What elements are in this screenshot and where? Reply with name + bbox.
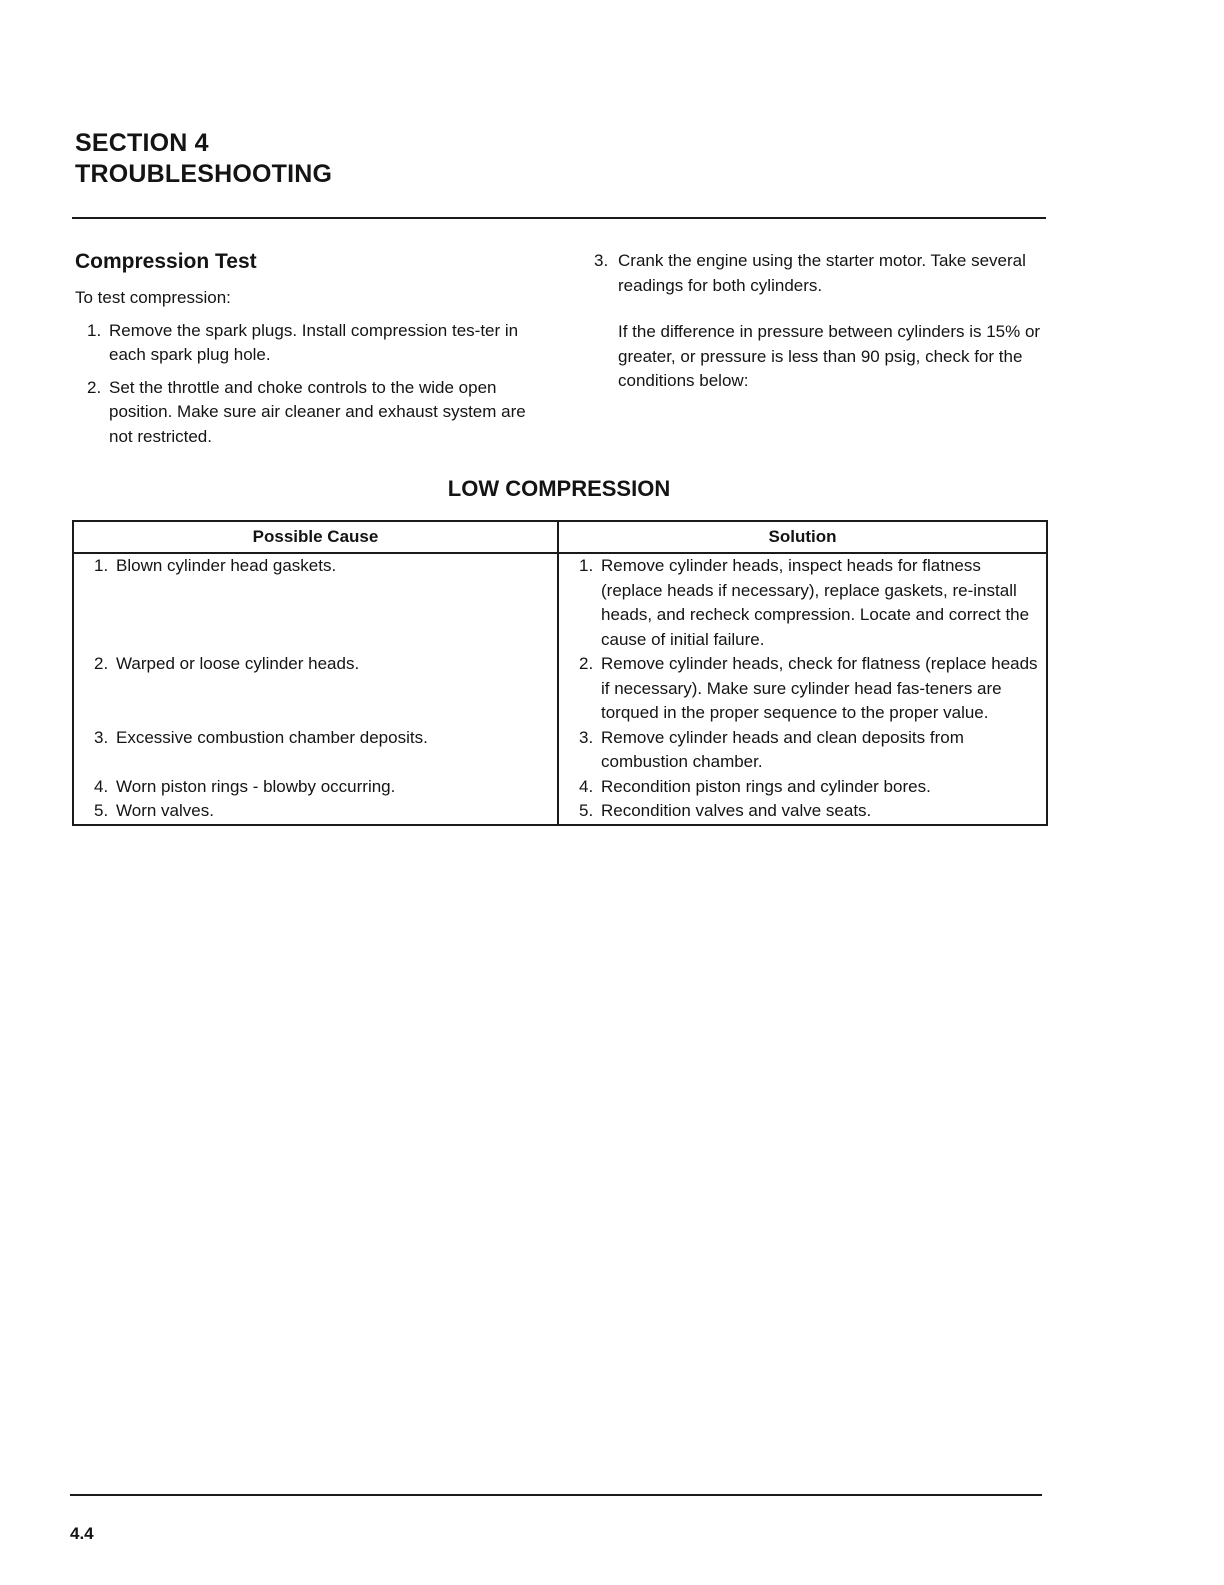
compression-test-right-column <box>594 249 1044 394</box>
compression-steps-list <box>75 319 545 450</box>
solution-number: 5. <box>579 801 594 820</box>
low-compression-table <box>72 520 1048 826</box>
footer-divider <box>70 1494 1042 1496</box>
solution-number: 3. <box>579 727 594 747</box>
solution-cell <box>558 799 1047 825</box>
list-item <box>75 376 545 450</box>
solution-cell <box>558 775 1047 800</box>
list-item <box>75 319 545 368</box>
table-row <box>73 799 1047 825</box>
step-number: 3. <box>594 251 609 270</box>
cause-text: Excessive combustion chamber deposits. <box>116 727 428 747</box>
column-header-solution: Solution <box>558 521 1047 553</box>
cause-number: 1. <box>94 556 109 575</box>
table-row <box>73 652 1047 726</box>
section-heading <box>75 128 332 190</box>
cause-text: Worn valves. <box>116 801 214 820</box>
step-text: Remove the spark plugs. Install compression tes-ter in each spark plug hole. <box>109 320 519 364</box>
table-header-row <box>73 521 1047 553</box>
solution-text: Remove cylinder heads, inspect heads for flatness (replace heads if necessary), replace gaskets, re-install heads, and recheck compression. Locate and correct the cause of initial failure. <box>601 556 1030 649</box>
solution-cell <box>558 652 1047 726</box>
list-item <box>594 249 1044 298</box>
cause-number: 2. <box>94 654 109 673</box>
cause-number: 3. <box>94 727 109 747</box>
cause-number: 5. <box>94 801 109 820</box>
table-row <box>73 775 1047 800</box>
solution-text: Recondition valves and valve seats. <box>601 801 872 820</box>
compression-steps-list-continued <box>594 249 1044 298</box>
solution-cell <box>558 553 1047 652</box>
page-number: 4.4 <box>70 1524 94 1543</box>
table-row <box>73 726 1047 775</box>
cause-cell <box>73 775 558 800</box>
section-number: SECTION 4 <box>75 129 209 157</box>
cause-cell <box>73 799 558 825</box>
cause-text: Warped or loose cylinder heads. <box>116 654 360 673</box>
cause-text: Blown cylinder head gaskets. <box>116 556 337 575</box>
solution-number: 1. <box>579 556 594 575</box>
low-compression-title: LOW COMPRESSION <box>447 476 671 501</box>
column-header-possible-cause: Possible Cause <box>73 521 558 553</box>
compression-test-intro: To test compression: <box>75 288 231 307</box>
step-number: 2. <box>87 377 102 397</box>
step-number: 1. <box>87 320 102 340</box>
cause-cell <box>73 652 558 726</box>
step-text: Crank the engine using the starter motor. Take several readings for both cylinders. <box>618 251 1026 295</box>
solution-number: 2. <box>579 654 594 673</box>
cause-text: Worn piston rings - blowby occurring. <box>116 776 396 796</box>
solution-text: Remove cylinder heads, check for flatness (replace heads if necessary). Make sure cylinder head fas-teners are torqued in the proper sequence to the proper value. <box>601 654 1038 722</box>
section-title: TROUBLESHOOTING <box>75 160 333 188</box>
step-text: Set the throttle and choke controls to the wide open position. Make sure air cleaner and exhaust system are not restricted. <box>109 377 526 446</box>
solution-text: Recondition piston rings and cylinder bores. <box>601 776 931 796</box>
pressure-difference-note: If the difference in pressure between cylinders is 15% or greater, or pressure is less than 90 psig, check for the conditions below: <box>618 322 1041 390</box>
header-divider <box>72 217 1046 219</box>
solution-number: 4. <box>579 776 594 796</box>
table-row <box>73 553 1047 652</box>
compression-test-heading: Compression Test <box>75 250 257 273</box>
cause-cell <box>73 726 558 775</box>
cause-cell <box>73 553 558 652</box>
cause-number: 4. <box>94 776 109 796</box>
solution-cell <box>558 726 1047 775</box>
solution-text: Remove cylinder heads and clean deposits from combustion chamber. <box>601 727 964 771</box>
compression-test-left-column <box>75 248 545 457</box>
